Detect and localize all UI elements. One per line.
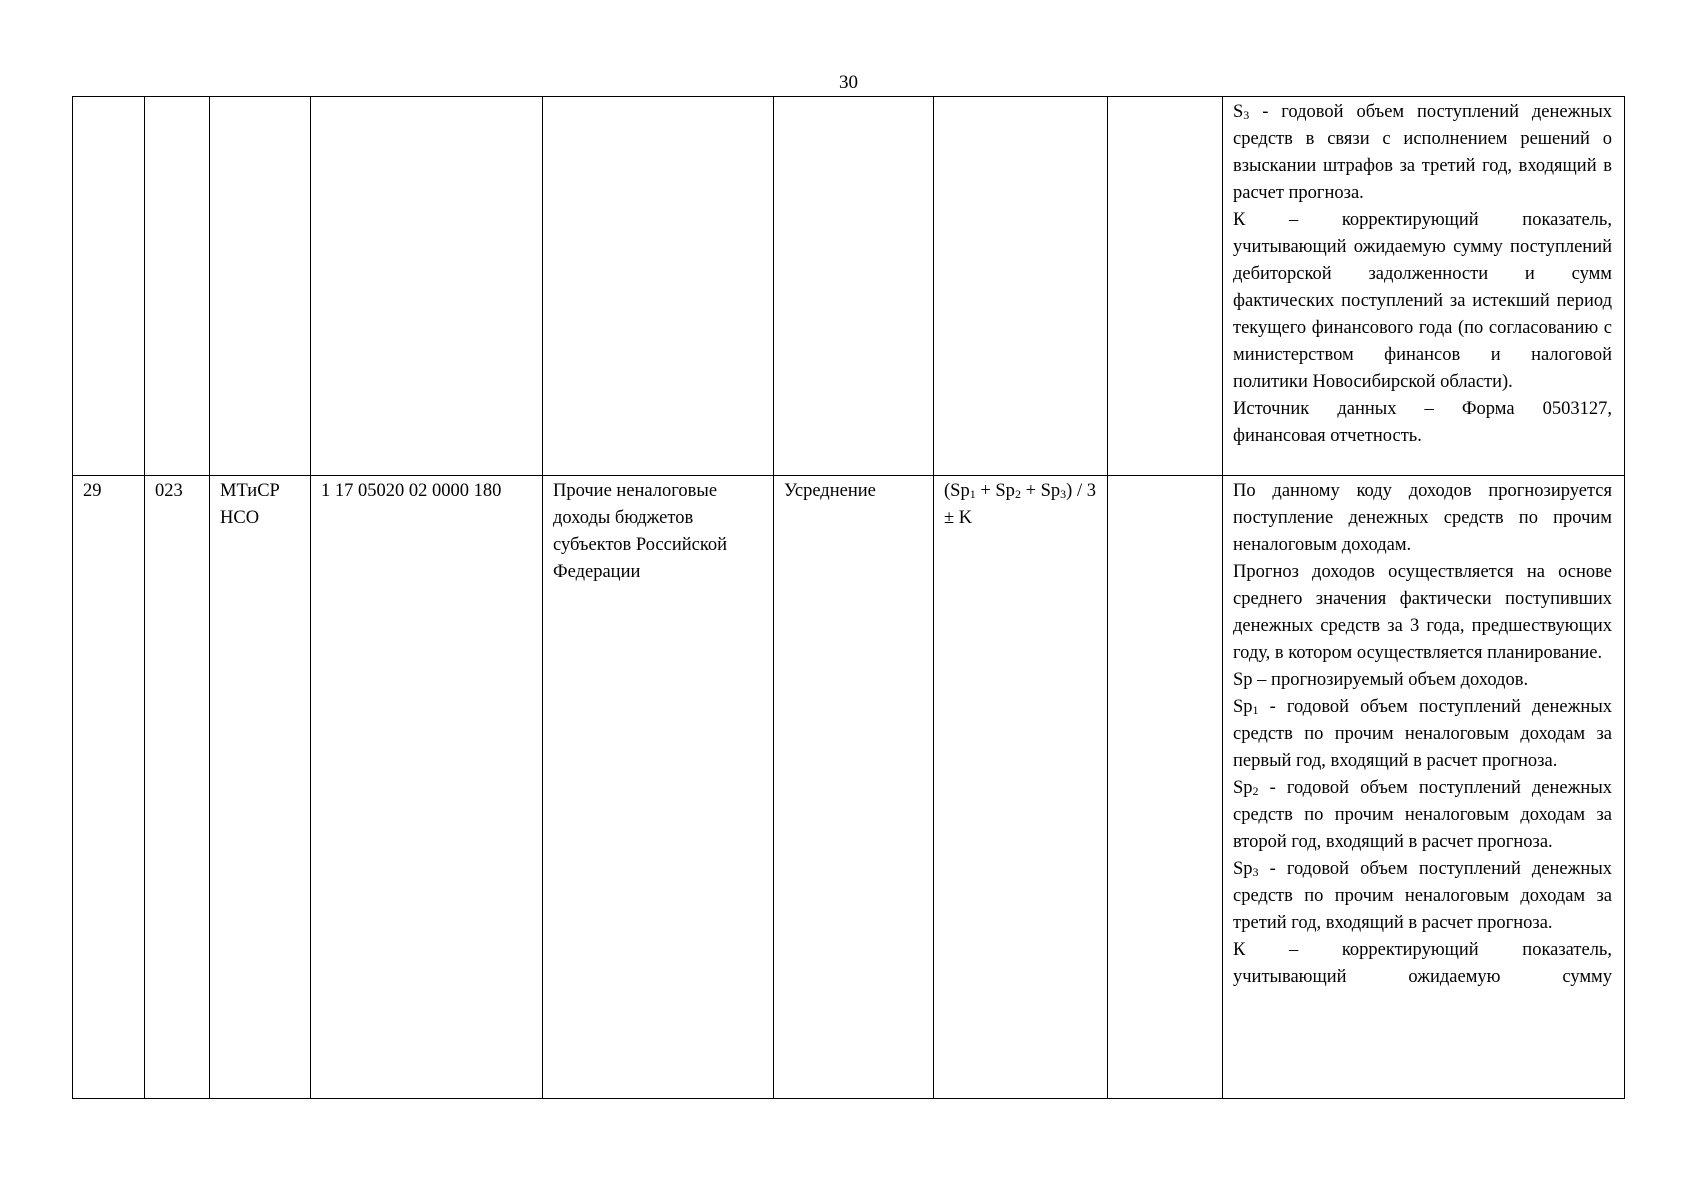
cell-kbk-code: 1 17 05020 02 0000 180 xyxy=(311,476,543,1099)
cell-income-name: Прочие неналоговые доходы бюджетов субъектов Российской Федерации xyxy=(543,476,774,1099)
cell-description xyxy=(1223,97,1625,476)
desc-paragraph: Прогноз доходов осуществляется на основе среднего значения фактически поступивших денежных средств за 3 года, предшествующих году, в котором осуществляется планирование. xyxy=(1233,562,1612,663)
table-row-29 xyxy=(73,476,1625,1099)
cell-row-number: 29 xyxy=(73,476,145,1099)
cell-chapter-code: 023 xyxy=(145,476,210,1099)
cell-row-number xyxy=(73,97,145,476)
desc-paragraph: К – корректирующий показатель, учитывающий ожидаемую сумму xyxy=(1233,940,1612,987)
desc-paragraph: По данному коду доходов прогнозируется поступление денежных средств по прочим неналоговым доходам. xyxy=(1233,481,1612,555)
desc-paragraph: Sp – прогнозируемый объем доходов. xyxy=(1233,670,1529,690)
cell-extra xyxy=(1108,476,1223,1099)
cell-chapter-code xyxy=(145,97,210,476)
cell-description xyxy=(1223,476,1625,1099)
cell-formula: $(Sp_1 + Sp_2 + Sp_3) / 3 \pm K$ xyxy=(934,476,1108,1099)
desc-paragraph: $Sp_1$ - годовой объем поступлений денежных средств по прочим неналоговым доходам за первый год, входящий в расчет прогноза. xyxy=(1233,697,1612,771)
cell-kbk-code xyxy=(311,97,543,476)
cell-extra xyxy=(1108,97,1223,476)
cell-calc-method xyxy=(774,97,934,476)
desc-paragraph: $S_3$ - годовой объем поступлений денежных средств в связи с исполнением решений о взыскании штрафов за третий год, входящий в расчет прогноза. xyxy=(1233,102,1612,203)
desc-paragraph: Источник данных – Форма 0503127, финансовая отчетность. xyxy=(1233,399,1612,446)
cell-calc-method: Усреднение xyxy=(774,476,934,1099)
desc-paragraph: К – корректирующий показатель, учитывающий ожидаемую сумму поступлений дебиторской задолженности и сумм фактических поступлений за истекший период текущего финансового года (по согласованию с министерством финансов и налоговой политики Новосибирской области). xyxy=(1233,210,1612,392)
page-number: 30 xyxy=(839,72,858,93)
cell-administrator xyxy=(210,97,311,476)
cell-formula xyxy=(934,97,1108,476)
desc-paragraph: $Sp_2$ - годовой объем поступлений денежных средств по прочим неналоговым доходам за второй год, входящий в расчет прогноза. xyxy=(1233,778,1612,852)
table-row-continued xyxy=(73,97,1625,476)
desc-paragraph: $Sp_3$ - годовой объем поступлений денежных средств по прочим неналоговым доходам за третий год, входящий в расчет прогноза. xyxy=(1233,859,1612,933)
cell-income-name xyxy=(543,97,774,476)
forecast-method-table xyxy=(72,96,1625,1099)
cell-administrator: МТиСР НСО xyxy=(210,476,311,1099)
